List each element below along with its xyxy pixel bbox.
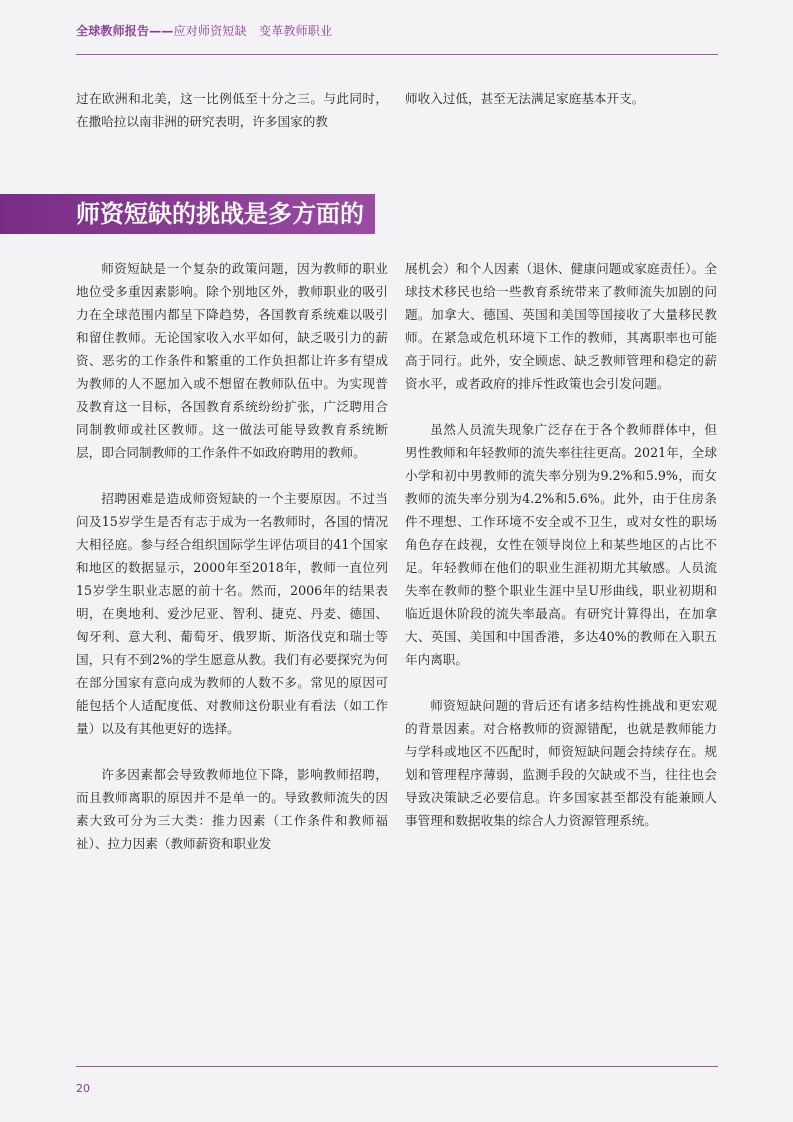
section-title: 师资短缺的挑战是多方面的 — [76, 200, 364, 228]
paragraph: 招聘困难是造成师资短缺的一个主要原因。不过当问及15岁学生是否有志于成为一名教师时，各国的情况大相径庭。参与经合组织国际学生评估项目的41个国家和地区的数据显示，2000年至2018年，教师一直位列15岁学生职业志愿的前十名。然而，2006年的结果表明，在奥地利、爱沙尼亚、智利、捷克、丹麦、德国、匈牙利、意大利、葡萄牙、俄罗斯、斯洛伐克和瑞士等国，只有不到2%的学生愿意从教。我们有必要探究为何在部分国家有意向成为教师的人数不多。常见的原因可能包括个人适配度低、对教师这份职业有看法（如工作量）以及有其他更好的选择。 — [76, 491, 388, 736]
continued-paragraph-right: 师收入过低，甚至无法满足家庭基本开支。 — [405, 91, 645, 106]
continued-paragraph-left: 过在欧洲和北美，这一比例低至十分之三。与此同时，在撒哈拉以南非洲的研究表明，许多国家的教 — [76, 91, 388, 129]
paragraph: 许多因素都会导致教师地位下降，影响教师招聘，而且教师离职的原因并不是单一的。导致教师流失的因素大致可分为三大类：推力因素（工作条件和教师福祉）、拉力因素（教师薪资和职业发 — [76, 767, 388, 851]
paragraph: 展机会）和个人因素（退休、健康问题或家庭责任）。全球技术移民也给一些教育系统带来了教师流失加剧的问题。加拿大、德国、英国和美国等国接收了大量移民教师。在紧急或危机环境下工作的教师，其离职率也可能高于同行。此外，安全顾虑、缺乏教师管理和稳定的薪资水平，或者政府的排斥性政策也会引发问题。 — [405, 261, 717, 391]
footer-divider — [76, 1066, 718, 1067]
header-divider — [76, 54, 718, 55]
section-banner — [0, 194, 375, 234]
page-number: 20 — [76, 1082, 90, 1095]
paragraph: 师资短缺问题的背后还有诸多结构性挑战和更宏观的背景因素。对合格教师的资源错配，也就是教师能力与学科或地区不匹配时，师资短缺问题会持续存在。规划和管理程序薄弱，监测手段的欠缺或不当，往往也会导致决策缺乏必要信息。许多国家甚至都没有能兼顾人事管理和数据收集的综合人力资源管理系统。 — [405, 698, 717, 828]
report-title: 全球教师报告—— — [76, 24, 174, 38]
report-subtitle: 应对师资短缺 变革教师职业 — [173, 24, 333, 38]
right-column — [405, 257, 717, 832]
continued-text-left — [76, 87, 388, 133]
paragraph: 师资短缺是一个复杂的政策问题，因为教师的职业地位受多重因素影响。除个别地区外，教师职业的吸引力在全球范围内都呈下降趋势，各国教育系统难以吸引和留住教师。无论国家收入水平如何，缺乏吸引力的薪资、恶劣的工作条件和繁重的工作负担都让许多有望成为教师的人不愿加入或不想留在教师队伍中。为实现普及教育这一目标，各国教育系统纷纷扩张，广泛聘用合同制教师或社区教师。这一做法可能导致教育系统断层，即合同制教师的工作条件不如政府聘用的教师。 — [76, 261, 388, 460]
running-header — [76, 22, 332, 39]
left-column — [76, 257, 388, 855]
continued-text-right — [405, 87, 717, 110]
paragraph: 虽然人员流失现象广泛存在于各个教师群体中，但男性教师和年轻教师的流失率往往更高。2021年，全球小学和初中男教师的流失率分别为9.2%和5.9%，而女教师的流失率分别为4.2%和5.6%。此外，由于住房条件不理想、工作环境不安全或不卫生，或对女性的职场角色存在歧视，女性在领导岗位上和某些地区的占比不足。年轻教师在他们的职业生涯初期尤其敏感。人员流失率在教师的整个职业生涯中呈U形曲线，职业初期和临近退休阶段的流失率最高。有研究计算得出，在加拿大、英国、美国和中国香港，多达40%的教师在入职五年内离职。 — [405, 422, 717, 667]
